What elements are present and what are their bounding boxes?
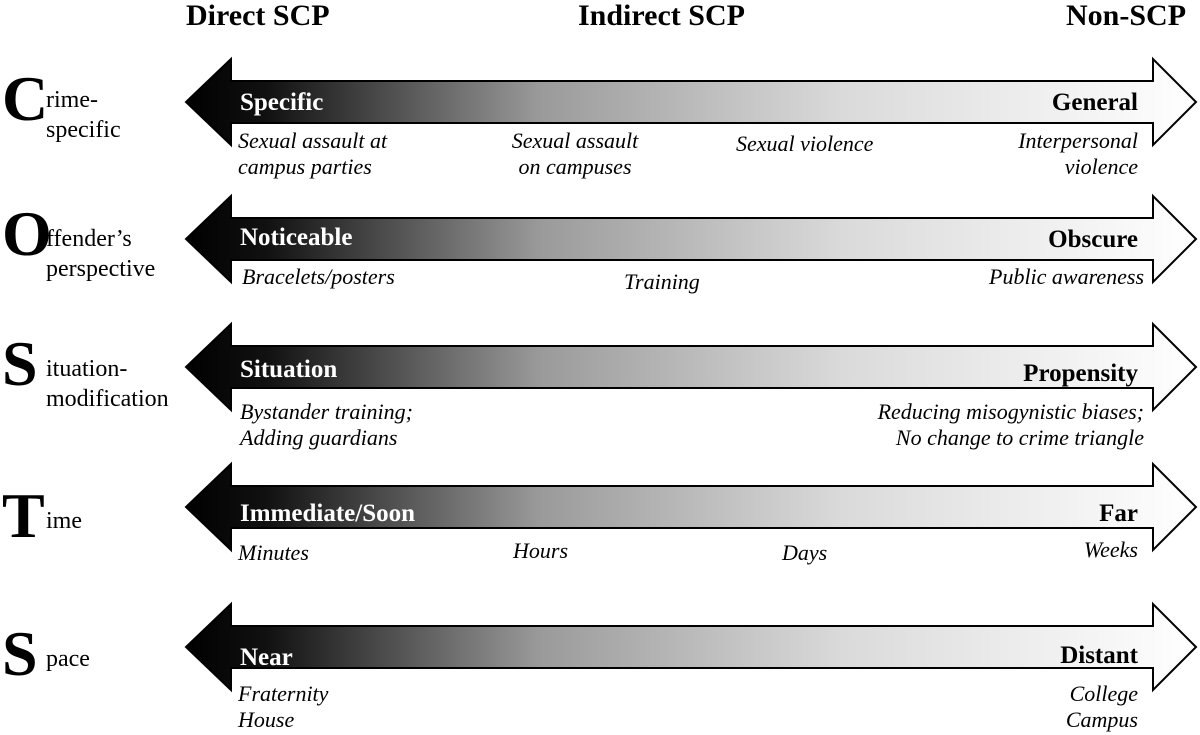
example-1: Fraternity House bbox=[238, 681, 329, 732]
header-non-scp: Non-SCP bbox=[1066, 0, 1187, 32]
header-direct-scp: Direct SCP bbox=[186, 0, 330, 32]
example-4: Weeks bbox=[1083, 537, 1138, 562]
end-label-right: General bbox=[1051, 89, 1138, 116]
gradient-arrow bbox=[0, 600, 1200, 710]
example-2: Sexual assault on campuses bbox=[511, 128, 639, 179]
row-crime-specific bbox=[0, 55, 1200, 179]
gradient-arrow bbox=[0, 460, 1200, 570]
row-offenders-perspective bbox=[0, 192, 1200, 302]
row-label: pace bbox=[46, 646, 90, 672]
row-initial: S bbox=[2, 328, 38, 399]
end-label-left: Immediate/Soon bbox=[240, 500, 415, 527]
example-2: Hours bbox=[513, 538, 569, 563]
arrow-shape bbox=[186, 604, 1196, 690]
example-1: Minutes bbox=[238, 540, 309, 565]
example-3: Sexual violence bbox=[736, 131, 874, 156]
end-label-right: Distant bbox=[1060, 642, 1138, 669]
example-1: Bracelets/posters bbox=[242, 264, 395, 289]
example-1: Sexual assault at campus parties bbox=[238, 128, 388, 179]
row-time bbox=[0, 460, 1200, 570]
end-label-left: Situation bbox=[240, 356, 338, 383]
row-label: ffender’s perspective bbox=[46, 226, 156, 282]
example-2: Reducing misogynistic biases; No change to crime triangle bbox=[877, 399, 1144, 450]
row-label: rime- specific bbox=[46, 87, 121, 143]
row-initial: O bbox=[2, 198, 52, 269]
end-label-left: Specific bbox=[240, 89, 324, 116]
row-space bbox=[0, 600, 1200, 732]
example-1: Bystander training; Adding guardians bbox=[240, 399, 413, 450]
row-initial: T bbox=[2, 480, 45, 551]
row-initial: C bbox=[2, 63, 49, 134]
row-label: ituation- modification bbox=[46, 356, 169, 412]
row-situation-modification bbox=[0, 320, 1200, 450]
example-4: Interpersonal violence bbox=[1018, 128, 1138, 179]
example-3: Days bbox=[782, 540, 828, 565]
end-label-left: Near bbox=[240, 644, 293, 671]
end-label-right: Propensity bbox=[1023, 360, 1138, 387]
example-3: Public awareness bbox=[989, 264, 1144, 289]
example-2: Training bbox=[624, 269, 700, 294]
header-indirect-scp: Indirect SCP bbox=[578, 0, 745, 32]
row-initial: S bbox=[2, 618, 38, 689]
example-2: College Campus bbox=[1065, 681, 1138, 732]
end-label-right: Far bbox=[1099, 500, 1138, 527]
end-label-right: Obscure bbox=[1048, 226, 1138, 253]
row-label: ime bbox=[46, 508, 82, 534]
end-label-left: Noticeable bbox=[240, 224, 353, 251]
